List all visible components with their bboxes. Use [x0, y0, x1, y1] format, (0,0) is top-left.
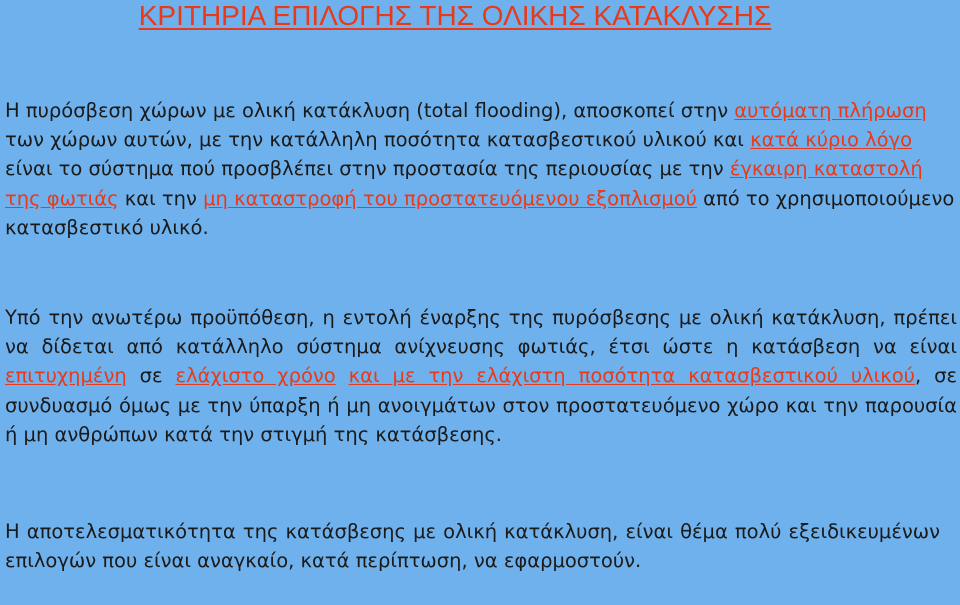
text-segment: Υπό την ανωτέρω προϋπόθεση, η εντολή έναρξης της πυρόσβεσης με ολική κατάκλυση, πρέπει να δίδεται από κατάλληλο σύστημα ανίχνευσης φωτιάς, έτσι ώστε η κατάσβεση να είναι — [5, 306, 957, 359]
highlight-successful: επιτυχημένη — [5, 364, 127, 388]
highlight-minimum-agent-quantity: και με την ελάχιστη ποσότητα κατασβεστικού υλικού — [348, 364, 915, 388]
highlight-minimum-time: ελάχιστο χρόνο — [175, 364, 336, 388]
paragraph-effectiveness: Η αποτελεσματικότητα της κατάσβεσης με ολική κατάκλυση, είναι θέμα πολύ εξειδικευμένων επιλογών που είναι αναγκαίο, κατά περίπτωση, να εφαρμοστούν. — [5, 520, 940, 573]
text-segment: από το χρησιμοποιούμενο κατασβεστικό υλικό. — [5, 186, 955, 239]
text-segment: και την — [118, 186, 204, 210]
highlight-automatic-filling: αυτόματη πλήρωση — [734, 99, 927, 122]
text-segment: Η πυρόσβεση χώρων με ολική κατάκλυση (total flooding), αποσκοπεί στην — [5, 99, 735, 122]
text-segment: σε — [126, 364, 176, 388]
highlight-no-equipment-damage: μη καταστροφή του προστατευόμενου εξοπλισμού — [203, 186, 697, 210]
highlight-mainly: κατά κύριο λόγο — [750, 128, 913, 152]
text-segment — [336, 364, 349, 387]
text-segment: είναι το σύστημα πού προσβλέπει στην προστασία της περιουσίας με την — [5, 157, 730, 181]
text-segment: , σε συνδυασμό όμως με την ύπαρξη ή μη ανοιγμάτων στον προστατευόμενο χώρο και την παρουσία ή μη ανθρώπων κατά την στιγμή της κατάσβεσης. — [5, 364, 957, 446]
paragraph-detection-conditions — [5, 303, 957, 449]
paragraph-total-flooding-purpose — [5, 96, 955, 242]
text-segment: των χώρων αυτών, με την κατάλληλη ποσότητα κατασβεστικού υλικού και — [5, 128, 751, 152]
slide-title: ΚΡΙΤΗΡΙΑ ΕΠΙΛΟΓΗΣ ΤΗΣ ΟΛΙΚΗΣ ΚΑΤΑΚΛΥΣΗΣ — [138, 0, 772, 31]
highlight-timely-suppression: έγκαιρη καταστολή της φωτιάς — [5, 157, 923, 210]
